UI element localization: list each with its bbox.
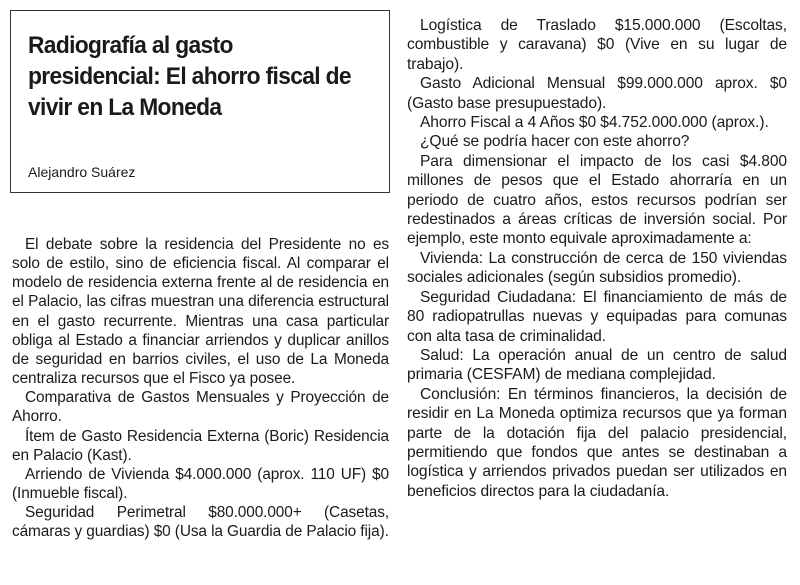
- paragraph: Arriendo de Vivienda $4.000.000 (aprox. 110 UF) $0 (Inmueble fiscal).: [12, 465, 389, 503]
- paragraph: Para dimensionar el impacto de los casi $4.800 millones de pesos que el Estado ahorraría en un periodo de cuatro años, estos recursos podrían ser redestinados a áreas críticas de inversión social. Por ejemplo, este monto equivale aproximadamente a:: [407, 152, 787, 248]
- article-column-left: [12, 235, 389, 542]
- author-byline: Alejandro Suárez: [28, 164, 136, 180]
- paragraph: Gasto Adicional Mensual $99.000.000 aprox. $0 (Gasto base presupuestado).: [407, 75, 787, 112]
- paragraph: Comparativa de Gastos Mensuales y Proyección de Ahorro.: [12, 389, 389, 426]
- paragraph: Logística de Traslado $15.000.000 (Escoltas, combustible y caravana) $0 (Vive en su lugar de trabajo).: [407, 17, 787, 73]
- article-column-right: [407, 16, 787, 501]
- paragraph: Conclusión: En términos financieros, la decisión de residir en La Moneda optimiza recursos que ya forman parte de la dotación fija del palacio presidencial, permitiendo que fondos que antes se destinaban a logística y arriendos privados puedan ser utilizados en beneficios directos para la ciudadanía.: [407, 385, 787, 500]
- paragraph: Ahorro Fiscal a 4 Años $0 $4.752.000.000 (aprox.).: [420, 114, 769, 132]
- paragraph: Seguridad Perimetral $80.000.000+ (Casetas, cámaras y guardias) $0 (Usa la Guardia de Palacio fija).: [12, 504, 389, 541]
- paragraph: Seguridad Ciudadana: El financiamiento de más de 80 radiopatrullas nuevas y equipadas para comunas con alta tasa de criminalidad.: [407, 288, 787, 345]
- section-heading: ¿Qué se podría hacer con este ahorro?: [420, 133, 690, 151]
- paragraph: Ítem de Gasto Residencia Externa (Boric) Residencia en Palacio (Kast).: [12, 427, 389, 464]
- article-headline: Radiografía al gasto presidencial: El ahorro fiscal de vivir en La Moneda: [28, 32, 351, 121]
- paragraph: Vivienda: La construcción de cerca de 150 viviendas sociales adicionales (según subsidios promedio).: [407, 249, 787, 287]
- paragraph: Salud: La operación anual de un centro de salud primaria (CESFAM) de mediana complejidad.: [407, 346, 787, 384]
- paragraph: El debate sobre la residencia del Presidente no es solo de estilo, sino de eficiencia fiscal. Al comparar el modelo de residencia externa frente al de residencia en el Palacio, las cifras muestran una diferencia estructural en el gasto recurrente. Mientras una casa particular obliga al Estado a financiar arriendos y duplicar anillos de seguridad en barrios civiles, el uso de La Moneda centraliza recursos que el Fisco ya posee.: [12, 236, 389, 388]
